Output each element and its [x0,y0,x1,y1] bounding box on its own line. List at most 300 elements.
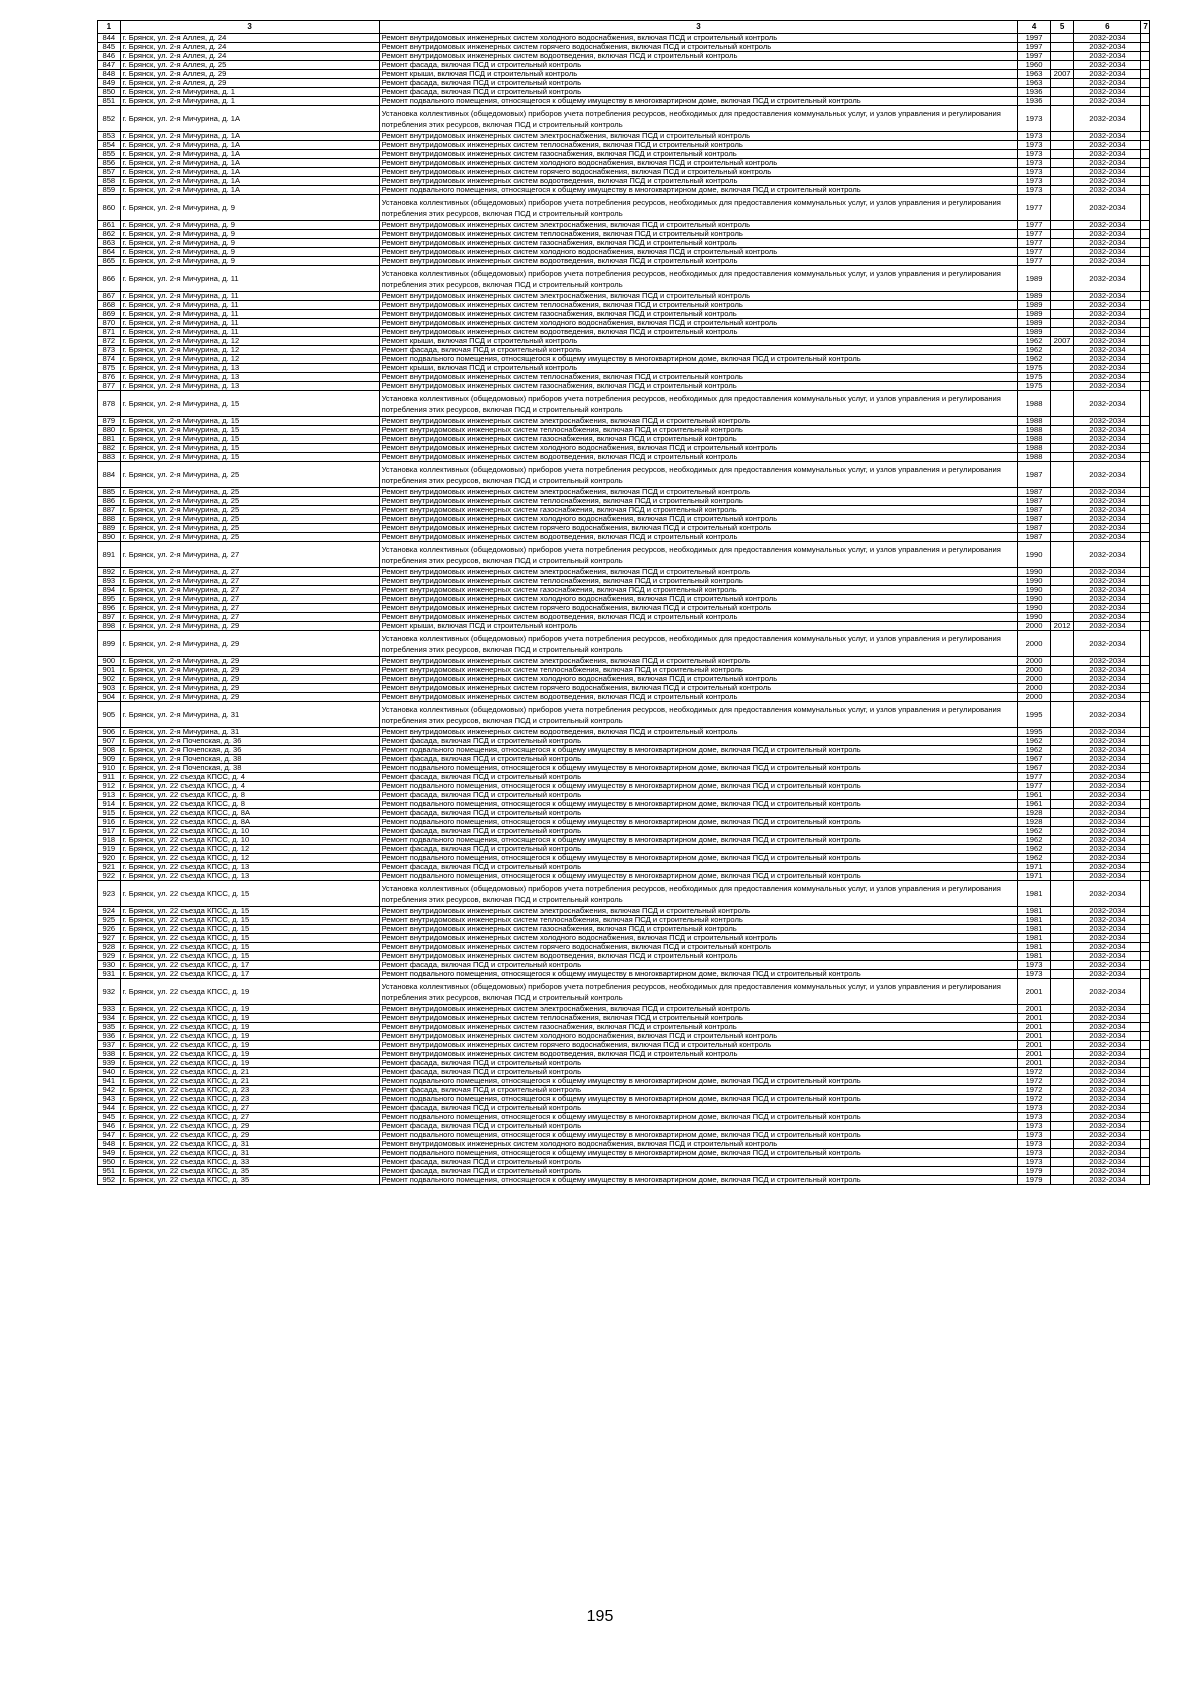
planned-period-cell: 2032-2034 [1074,943,1141,952]
extra-cell [1141,444,1150,453]
planned-period-cell: 2032-2034 [1074,863,1141,872]
address-cell: г. Брянск, ул. 2-я Аллея, д. 29 [120,79,379,88]
last-repair-year-cell [1050,88,1074,97]
work-type-cell: Ремонт фасада, включая ПСД и строительный контроль [379,809,1018,818]
address-cell: г. Брянск, ул. 2-я Почепская, д. 36 [120,746,379,755]
planned-period-cell: 2032-2034 [1074,88,1141,97]
address-cell: г. Брянск, ул. 22 съезда КПСС, д. 17 [120,961,379,970]
address-cell: г. Брянск, ул. 22 съезда КПСС, д. 27 [120,1113,379,1122]
last-repair-year-cell [1050,497,1074,506]
work-type-cell: Ремонт фасада, включая ПСД и строительный контроль [379,1122,1018,1131]
row-number: 874 [98,355,121,364]
build-year-cell: 2000 [1018,657,1050,666]
build-year-cell: 2001 [1018,1032,1050,1041]
planned-period-cell: 2032-2034 [1074,1140,1141,1149]
last-repair-year-cell [1050,925,1074,934]
work-type-cell: Ремонт внутридомовых инженерных систем холодного водоснабжения, включая ПСД и строительный контроль [379,675,1018,684]
last-repair-year-cell: 2007 [1050,337,1074,346]
address-cell: г. Брянск, ул. 2-я Мичурина, д. 11 [120,319,379,328]
last-repair-year-cell [1050,809,1074,818]
table-row [98,382,1150,391]
work-type-cell: Ремонт внутридомовых инженерных систем газоснабжения, включая ПСД и строительный контроль [379,382,1018,391]
row-number: 850 [98,88,121,97]
build-year-cell: 1977 [1018,230,1050,239]
extra-cell [1141,925,1150,934]
table-row [98,426,1150,435]
work-type-cell: Ремонт внутридомовых инженерных систем теплоснабжения, включая ПСД и строительный контроль [379,666,1018,675]
last-repair-year-cell [1050,97,1074,106]
last-repair-year-cell [1050,1068,1074,1077]
planned-period-cell: 2032-2034 [1074,1104,1141,1113]
planned-period-cell: 2032-2034 [1074,328,1141,337]
extra-cell [1141,542,1150,568]
address-cell: г. Брянск, ул. 22 съезда КПСС, д. 19 [120,1014,379,1023]
planned-period-cell: 2032-2034 [1074,934,1141,943]
extra-cell [1141,952,1150,961]
planned-period-cell: 2032-2034 [1074,773,1141,782]
last-repair-year-cell [1050,515,1074,524]
last-repair-year-cell [1050,702,1074,728]
build-year-cell: 1989 [1018,301,1050,310]
row-number: 865 [98,257,121,266]
work-type-cell: Ремонт фасада, включая ПСД и строительный контроль [379,79,1018,88]
extra-cell [1141,568,1150,577]
build-year-cell: 1936 [1018,97,1050,106]
last-repair-year-cell [1050,542,1074,568]
work-type-cell: Ремонт внутридомовых инженерных систем водоотведения, включая ПСД и строительный контроль [379,52,1018,61]
last-repair-year-cell [1050,1023,1074,1032]
row-number: 946 [98,1122,121,1131]
row-number: 891 [98,542,121,568]
row-number: 882 [98,444,121,453]
row-number: 847 [98,61,121,70]
last-repair-year-cell [1050,818,1074,827]
build-year-cell: 1972 [1018,1095,1050,1104]
address-cell: г. Брянск, ул. 2-я Мичурина, д. 9 [120,257,379,266]
last-repair-year-cell [1050,881,1074,907]
last-repair-year-cell [1050,52,1074,61]
table-row [98,248,1150,257]
work-type-cell: Ремонт внутридомовых инженерных систем электроснабжения, включая ПСД и строительный контроль [379,488,1018,497]
work-type-cell: Установка коллективных (общедомовых) приборов учета потребления ресурсов, необходимых для предоставления коммунальных услуг, и узлов управления и регулирования потребления этих ресурсов, включая ПСД и строительный контроль [379,702,1018,728]
work-type-cell: Ремонт внутридомовых инженерных систем водоотведения, включая ПСД и строительный контроль [379,693,1018,702]
planned-period-cell: 2032-2034 [1074,1014,1141,1023]
planned-period-cell: 2032-2034 [1074,925,1141,934]
row-number: 886 [98,497,121,506]
work-type-cell: Ремонт внутридомовых инженерных систем холодного водоснабжения, включая ПСД и строительный контроль [379,1032,1018,1041]
table-row [98,1158,1150,1167]
address-cell: г. Брянск, ул. 2-я Мичурина, д. 13 [120,373,379,382]
planned-period-cell: 2032-2034 [1074,631,1141,657]
extra-cell [1141,168,1150,177]
work-type-cell: Ремонт фасада, включая ПСД и строительный контроль [379,1158,1018,1167]
table-row [98,1113,1150,1122]
last-repair-year-cell [1050,141,1074,150]
planned-period-cell: 2032-2034 [1074,666,1141,675]
row-number: 939 [98,1059,121,1068]
last-repair-year-cell [1050,186,1074,195]
last-repair-year-cell [1050,800,1074,809]
table-row [98,728,1150,737]
table-row [98,1167,1150,1176]
table-row [98,737,1150,746]
planned-period-cell: 2032-2034 [1074,239,1141,248]
extra-cell [1141,88,1150,97]
planned-period-cell: 2032-2034 [1074,150,1141,159]
address-cell: г. Брянск, ул. 2-я Мичурина, д. 27 [120,542,379,568]
planned-period-cell: 2032-2034 [1074,43,1141,52]
work-type-cell: Ремонт подвального помещения, относящегося к общему имуществу в многоквартирном доме, включая ПСД и строительный контроль [379,818,1018,827]
work-type-cell: Ремонт подвального помещения, относящегося к общему имуществу в многоквартирном доме, включая ПСД и строительный контроль [379,800,1018,809]
extra-cell [1141,497,1150,506]
planned-period-cell: 2032-2034 [1074,1167,1141,1176]
extra-cell [1141,800,1150,809]
planned-period-cell: 2032-2034 [1074,1122,1141,1131]
last-repair-year-cell [1050,970,1074,979]
last-repair-year-cell [1050,453,1074,462]
extra-cell [1141,373,1150,382]
work-type-cell: Ремонт внутридомовых инженерных систем горячего водоснабжения, включая ПСД и строительный контроль [379,604,1018,613]
table-row [98,1041,1150,1050]
last-repair-year-cell [1050,746,1074,755]
work-type-cell: Ремонт внутридомовых инженерных систем газоснабжения, включая ПСД и строительный контроль [379,506,1018,515]
last-repair-year-cell [1050,845,1074,854]
address-cell: г. Брянск, ул. 22 съезда КПСС, д. 15 [120,925,379,934]
last-repair-year-cell [1050,907,1074,916]
address-cell: г. Брянск, ул. 2-я Почепская, д. 38 [120,764,379,773]
planned-period-cell: 2032-2034 [1074,1023,1141,1032]
extra-cell [1141,773,1150,782]
header-cell: 1 [98,21,121,34]
address-cell: г. Брянск, ул. 22 съезда КПСС, д. 15 [120,943,379,952]
last-repair-year-cell [1050,462,1074,488]
extra-cell [1141,364,1150,373]
work-type-cell: Ремонт внутридомовых инженерных систем электроснабжения, включая ПСД и строительный контроль [379,568,1018,577]
address-cell: г. Брянск, ул. 2-я Аллея, д. 29 [120,70,379,79]
build-year-cell: 1971 [1018,863,1050,872]
extra-cell [1141,462,1150,488]
extra-cell [1141,524,1150,533]
extra-cell [1141,1014,1150,1023]
build-year-cell: 1989 [1018,319,1050,328]
last-repair-year-cell [1050,934,1074,943]
last-repair-year-cell [1050,657,1074,666]
build-year-cell: 1988 [1018,435,1050,444]
last-repair-year-cell [1050,595,1074,604]
work-type-cell: Ремонт подвального помещения, относящегося к общему имуществу в многоквартирном доме, включая ПСД и строительный контроль [379,186,1018,195]
row-number: 857 [98,168,121,177]
build-year-cell: 1981 [1018,925,1050,934]
extra-cell [1141,310,1150,319]
table-row [98,1095,1150,1104]
row-number: 881 [98,435,121,444]
work-type-cell: Ремонт внутридомовых инженерных систем горячего водоснабжения, включая ПСД и строительный контроль [379,943,1018,952]
address-cell: г. Брянск, ул. 2-я Мичурина, д. 27 [120,595,379,604]
work-type-cell: Ремонт внутридомовых инженерных систем холодного водоснабжения, включая ПСД и строительный контроль [379,444,1018,453]
address-cell: г. Брянск, ул. 2-я Мичурина, д. 15 [120,444,379,453]
table-row [98,845,1150,854]
row-number: 889 [98,524,121,533]
build-year-cell: 1979 [1018,1176,1050,1185]
planned-period-cell: 2032-2034 [1074,1113,1141,1122]
work-type-cell: Ремонт фасада, включая ПСД и строительный контроль [379,827,1018,836]
last-repair-year-cell [1050,301,1074,310]
work-type-cell: Ремонт внутридомовых инженерных систем теплоснабжения, включая ПСД и строительный контроль [379,577,1018,586]
table-row [98,221,1150,230]
last-repair-year-cell [1050,382,1074,391]
planned-period-cell: 2032-2034 [1074,791,1141,800]
row-number: 892 [98,568,121,577]
planned-period-cell: 2032-2034 [1074,764,1141,773]
last-repair-year-cell [1050,444,1074,453]
extra-cell [1141,1050,1150,1059]
build-year-cell: 1977 [1018,195,1050,221]
last-repair-year-cell [1050,1077,1074,1086]
table-row [98,613,1150,622]
address-cell: г. Брянск, ул. 22 съезда КПСС, д. 31 [120,1149,379,1158]
build-year-cell: 1977 [1018,248,1050,257]
extra-cell [1141,1149,1150,1158]
planned-period-cell: 2032-2034 [1074,970,1141,979]
row-number: 931 [98,970,121,979]
work-type-cell: Ремонт крыши, включая ПСД и строительный контроль [379,70,1018,79]
row-number: 895 [98,595,121,604]
page-number: 195 [586,1608,614,1625]
table-row [98,916,1150,925]
extra-cell [1141,1158,1150,1167]
build-year-cell: 1975 [1018,364,1050,373]
build-year-cell: 1962 [1018,737,1050,746]
work-type-cell: Ремонт внутридомовых инженерных систем газоснабжения, включая ПСД и строительный контроль [379,239,1018,248]
address-cell: г. Брянск, ул. 2-я Аллея, д. 25 [120,61,379,70]
header-cell: 3 [120,21,379,34]
build-year-cell: 1979 [1018,1167,1050,1176]
extra-cell [1141,488,1150,497]
work-type-cell: Ремонт внутридомовых инженерных систем электроснабжения, включая ПСД и строительный контроль [379,292,1018,301]
address-cell: г. Брянск, ул. 2-я Мичурина, д. 25 [120,533,379,542]
table-row [98,132,1150,141]
last-repair-year-cell [1050,872,1074,881]
planned-period-cell: 2032-2034 [1074,346,1141,355]
table-row [98,533,1150,542]
work-type-cell: Установка коллективных (общедомовых) приборов учета потребления ресурсов, необходимых для предоставления коммунальных услуг, и узлов управления и регулирования потребления этих ресурсов, включая ПСД и строительный контроль [379,631,1018,657]
build-year-cell: 1973 [1018,186,1050,195]
table-row [98,301,1150,310]
row-number: 915 [98,809,121,818]
address-cell: г. Брянск, ул. 22 съезда КПСС, д. 10 [120,827,379,836]
work-type-cell: Ремонт подвального помещения, относящегося к общему имуществу в многоквартирном доме, включая ПСД и строительный контроль [379,1176,1018,1185]
build-year-cell: 1990 [1018,577,1050,586]
build-year-cell: 1981 [1018,916,1050,925]
table-row [98,488,1150,497]
last-repair-year-cell [1050,364,1074,373]
work-type-cell: Ремонт фасада, включая ПСД и строительный контроль [379,88,1018,97]
row-number: 904 [98,693,121,702]
table-row [98,355,1150,364]
table-row [98,881,1150,907]
build-year-cell: 1975 [1018,373,1050,382]
address-cell: г. Брянск, ул. 2-я Почепская, д. 38 [120,755,379,764]
address-cell: г. Брянск, ул. 2-я Мичурина, д. 25 [120,462,379,488]
extra-cell [1141,61,1150,70]
extra-cell [1141,1176,1150,1185]
header-cell: 4 [1018,21,1050,34]
work-type-cell: Установка коллективных (общедомовых) приборов учета потребления ресурсов, необходимых для предоставления коммунальных услуг, и узлов управления и регулирования потребления этих ресурсов, включая ПСД и строительный контроль [379,542,1018,568]
work-type-cell: Ремонт внутридомовых инженерных систем холодного водоснабжения, включая ПСД и строительный контроль [379,248,1018,257]
last-repair-year-cell [1050,488,1074,497]
address-cell: г. Брянск, ул. 22 съезда КПСС, д. 29 [120,1122,379,1131]
last-repair-year-cell [1050,773,1074,782]
work-type-cell: Установка коллективных (общедомовых) приборов учета потребления ресурсов, необходимых для предоставления коммунальных услуг, и узлов управления и регулирования потребления этих ресурсов, включая ПСД и строительный контроль [379,391,1018,417]
address-cell: г. Брянск, ул. 2-я Мичурина, д. 29 [120,666,379,675]
address-cell: г. Брянск, ул. 22 съезда КПСС, д. 8 [120,800,379,809]
address-cell: г. Брянск, ул. 2-я Аллея, д. 24 [120,34,379,43]
planned-period-cell: 2032-2034 [1074,257,1141,266]
build-year-cell: 1962 [1018,346,1050,355]
extra-cell [1141,666,1150,675]
build-year-cell: 2000 [1018,631,1050,657]
planned-period-cell: 2032-2034 [1074,657,1141,666]
planned-period-cell: 2032-2034 [1074,1086,1141,1095]
address-cell: г. Брянск, ул. 22 съезда КПСС, д. 12 [120,854,379,863]
row-number: 890 [98,533,121,542]
planned-period-cell: 2032-2034 [1074,453,1141,462]
row-number: 949 [98,1149,121,1158]
work-type-cell: Ремонт внутридомовых инженерных систем электроснабжения, включая ПСД и строительный контроль [379,132,1018,141]
work-type-cell: Ремонт фасада, включая ПСД и строительный контроль [379,1086,1018,1095]
last-repair-year-cell [1050,239,1074,248]
build-year-cell: 1973 [1018,1149,1050,1158]
build-year-cell: 1987 [1018,488,1050,497]
work-type-cell: Ремонт внутридомовых инженерных систем водоотведения, включая ПСД и строительный контроль [379,613,1018,622]
row-number: 896 [98,604,121,613]
build-year-cell: 1962 [1018,337,1050,346]
build-year-cell: 1973 [1018,106,1050,132]
table-row [98,79,1150,88]
address-cell: г. Брянск, ул. 2-я Мичурина, д. 15 [120,453,379,462]
row-number: 863 [98,239,121,248]
planned-period-cell: 2032-2034 [1074,1005,1141,1014]
work-type-cell: Ремонт фасада, включая ПСД и строительный контроль [379,773,1018,782]
table-row [98,952,1150,961]
address-cell: г. Брянск, ул. 2-я Мичурина, д. 15 [120,435,379,444]
planned-period-cell: 2032-2034 [1074,1158,1141,1167]
build-year-cell: 2001 [1018,979,1050,1005]
last-repair-year-cell [1050,827,1074,836]
build-year-cell: 1987 [1018,506,1050,515]
work-type-cell: Ремонт подвального помещения, относящегося к общему имуществу в многоквартирном доме, включая ПСД и строительный контроль [379,764,1018,773]
table-row [98,595,1150,604]
last-repair-year-cell [1050,248,1074,257]
extra-cell [1141,106,1150,132]
work-type-cell: Ремонт внутридомовых инженерных систем водоотведения, включая ПСД и строительный контроль [379,453,1018,462]
planned-period-cell: 2032-2034 [1074,319,1141,328]
last-repair-year-cell [1050,230,1074,239]
table-row [98,773,1150,782]
row-number: 928 [98,943,121,952]
last-repair-year-cell [1050,1176,1074,1185]
row-number: 862 [98,230,121,239]
build-year-cell: 1977 [1018,257,1050,266]
work-type-cell: Ремонт внутридомовых инженерных систем водоотведения, включая ПСД и строительный контроль [379,177,1018,186]
address-cell: г. Брянск, ул. 22 съезда КПСС, д. 23 [120,1086,379,1095]
table-row [98,684,1150,693]
last-repair-year-cell [1050,613,1074,622]
address-cell: г. Брянск, ул. 2-я Мичурина, д. 27 [120,577,379,586]
work-type-cell: Ремонт подвального помещения, относящегося к общему имуществу в многоквартирном доме, включая ПСД и строительный контроль [379,1095,1018,1104]
planned-period-cell: 2032-2034 [1074,854,1141,863]
extra-cell [1141,881,1150,907]
row-number: 883 [98,453,121,462]
last-repair-year-cell [1050,577,1074,586]
build-year-cell: 1973 [1018,132,1050,141]
row-number: 951 [98,1167,121,1176]
work-type-cell: Ремонт подвального помещения, относящегося к общему имуществу в многоквартирном доме, включая ПСД и строительный контроль [379,1131,1018,1140]
table-row [98,604,1150,613]
header-cell: 6 [1074,21,1141,34]
planned-period-cell: 2032-2034 [1074,301,1141,310]
last-repair-year-cell [1050,728,1074,737]
build-year-cell: 1988 [1018,453,1050,462]
build-year-cell: 1967 [1018,764,1050,773]
last-repair-year-cell: 2007 [1050,70,1074,79]
address-cell: г. Брянск, ул. 2-я Почепская, д. 36 [120,737,379,746]
row-number: 870 [98,319,121,328]
build-year-cell: 1989 [1018,266,1050,292]
row-number: 858 [98,177,121,186]
planned-period-cell: 2032-2034 [1074,684,1141,693]
last-repair-year-cell [1050,1032,1074,1041]
extra-cell [1141,728,1150,737]
table-row [98,854,1150,863]
address-cell: г. Брянск, ул. 2-я Мичурина, д. 1А [120,168,379,177]
table-row [98,934,1150,943]
last-repair-year-cell [1050,1113,1074,1122]
planned-period-cell: 2032-2034 [1074,506,1141,515]
row-number: 933 [98,1005,121,1014]
extra-cell [1141,292,1150,301]
row-number: 888 [98,515,121,524]
extra-cell [1141,586,1150,595]
last-repair-year-cell [1050,755,1074,764]
work-type-cell: Ремонт фасада, включая ПСД и строительный контроль [379,346,1018,355]
build-year-cell: 1961 [1018,800,1050,809]
last-repair-year-cell [1050,34,1074,43]
row-number: 877 [98,382,121,391]
planned-period-cell: 2032-2034 [1074,435,1141,444]
work-type-cell: Ремонт внутридомовых инженерных систем газоснабжения, включая ПСД и строительный контроль [379,310,1018,319]
work-type-cell: Ремонт фасада, включая ПСД и строительный контроль [379,863,1018,872]
work-type-cell: Ремонт подвального помещения, относящегося к общему имуществу в многоквартирном доме, включая ПСД и строительный контроль [379,355,1018,364]
extra-cell [1141,818,1150,827]
row-number: 916 [98,818,121,827]
extra-cell [1141,746,1150,755]
build-year-cell: 1977 [1018,782,1050,791]
table-row [98,1122,1150,1131]
table-row [98,657,1150,666]
planned-period-cell: 2032-2034 [1074,755,1141,764]
work-type-cell: Ремонт внутридомовых инженерных систем водоотведения, включая ПСД и строительный контроль [379,328,1018,337]
table-row [98,568,1150,577]
row-number: 913 [98,791,121,800]
planned-period-cell: 2032-2034 [1074,577,1141,586]
last-repair-year-cell [1050,346,1074,355]
table-row [98,97,1150,106]
planned-period-cell: 2032-2034 [1074,462,1141,488]
row-number: 860 [98,195,121,221]
table-row [98,106,1150,132]
row-number: 867 [98,292,121,301]
